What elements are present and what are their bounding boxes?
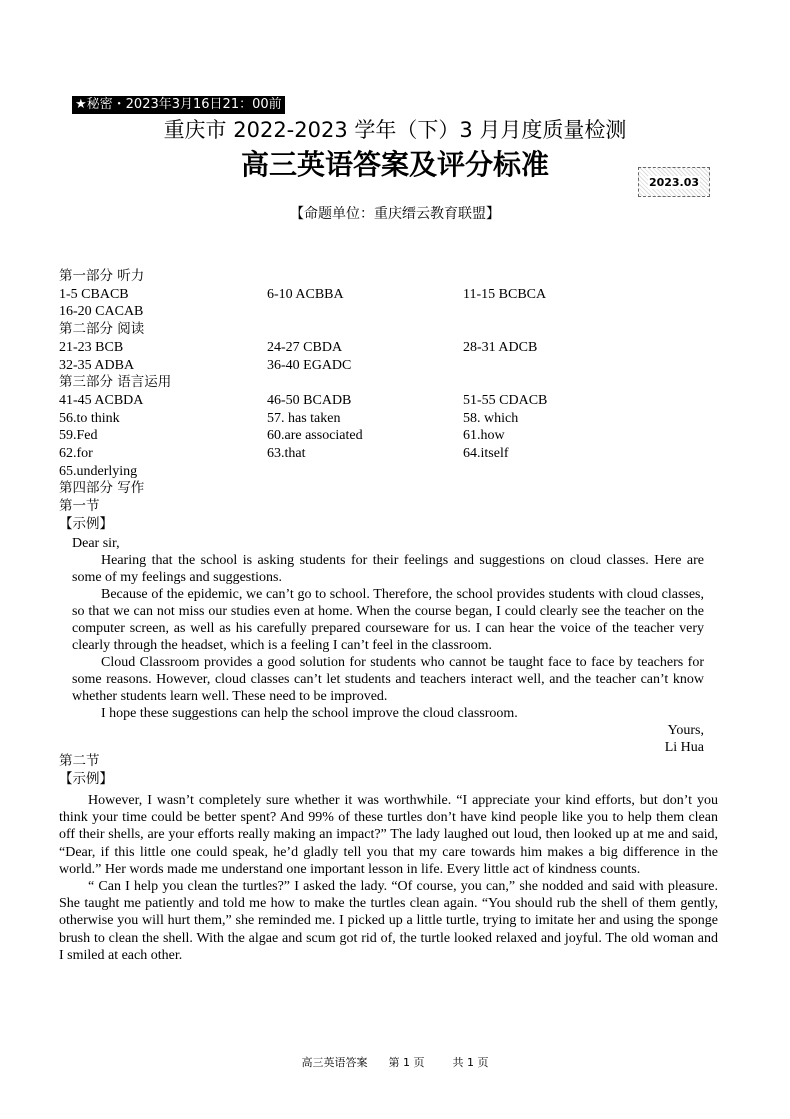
answer-row — [59, 357, 739, 375]
answer-cell: 24-27 CBDA — [267, 339, 343, 355]
answer-row — [59, 392, 739, 410]
letter-salutation: Dear sir, — [72, 536, 120, 551]
answer-cell: 1-5 CBACB — [59, 286, 129, 302]
answer-cell: 6-10 ACBBA — [267, 286, 344, 302]
answer-cell: 61.how — [463, 428, 505, 444]
answer-cell: 57. has taken — [267, 410, 341, 426]
answer-cell: 63.that — [267, 446, 306, 462]
date-badge — [638, 167, 710, 197]
answer-cell: 64.itself — [463, 446, 509, 462]
answer-cell: 第二部分 阅读 — [59, 321, 145, 338]
answer-cell: 21-23 BCB — [59, 339, 124, 355]
answer-cell: 16-20 CACAB — [59, 304, 144, 320]
answer-row — [59, 374, 739, 392]
answer-cell: 11-15 BCBCA — [463, 286, 547, 302]
answer-cell: 41-45 ACBDA — [59, 392, 144, 408]
answer-row — [59, 480, 739, 498]
confidential-label: ★秘密・2023年3月16日21：00前 — [72, 96, 285, 114]
answer-row — [59, 268, 739, 286]
letter-paragraph: I hope these suggestions can help the school improve the cloud classroom. — [101, 706, 518, 721]
exam-title: 重庆市 2022-2023 学年（下）3 月月度质量检测 — [163, 118, 627, 142]
section2-title: 第二节 — [59, 753, 100, 769]
answer-row — [59, 445, 739, 463]
answer-cell: 62.for — [59, 446, 93, 462]
answer-key-title: 高三英语答案及评分标准 — [240, 148, 549, 181]
letter-closing: Yours, — [667, 723, 704, 738]
answer-row — [59, 286, 739, 304]
letter-paragraph: Hearing that the school is asking students for their feelings and suggestions on cloud classes. Here are some of my feelings and suggestions. — [72, 553, 704, 585]
date-badge-text: 2023.03 — [648, 175, 700, 189]
letter-signature: Li Hua — [664, 740, 704, 755]
letter-paragraph: Because of the epidemic, we can’t go to school. Therefore, the school provides students with cloud classes, so that we can not miss our studies even at home. When the course began, I could clearly see the teacher on the computer screen, as well as his carefully prepared courseware for us. I can hear the voice of the teacher very clearly through the headset, which is a feeling I can’t feel in the classroom. — [72, 587, 704, 653]
answer-row — [59, 339, 739, 357]
answer-cell: 第三部分 语言运用 — [59, 374, 172, 391]
answer-cell: 28-31 ADCB — [463, 339, 538, 355]
section2-heading — [59, 752, 113, 788]
answer-cell: 46-50 BCADB — [267, 392, 352, 408]
answer-cell: 第一节 — [59, 498, 100, 515]
issuing-unit: 【命题单位：重庆缙云教育联盟】 — [290, 206, 500, 222]
page-footer: 高三英语答案 第 1 页 共 1 页 — [301, 1056, 489, 1069]
story-paragraph: However, I wasn’t completely sure whether it was worthwhile. “I appreciate your kind efforts, but don’t you think your time could be better spent? And 99% of these turtles don’t have kind people like you to help them clean off their shells, are your efforts really making an impact?” The lady laughed out loud, then looked up at me and said, “Dear, if this little one could speak, he’d gladly tell you that my care towards him makes a big difference in the world.” Her words made me understand one important lesson in life. Every little act of kindness counts. — [59, 793, 718, 877]
answer-row — [59, 410, 739, 428]
answer-row — [59, 427, 739, 445]
section2-example-label: 【示例】 — [59, 771, 113, 787]
answer-row — [59, 321, 739, 339]
answer-cell: 32-35 ADBA — [59, 357, 135, 373]
letter-paragraph: Cloud Classroom provides a good solution for students who cannot be taught face to face by teachers for some reasons. However, cloud classes can’t let students and teachers interact well, and the teacher can’t know whether students learn well. These need to be improved. — [72, 655, 704, 704]
answer-cell: 【示例】 — [59, 515, 113, 532]
answer-row — [59, 463, 739, 481]
answer-row — [59, 498, 739, 516]
answer-cell: 56.to think — [59, 410, 120, 426]
story-paragraph: “ Can I help you clean the turtles?” I asked the lady. “Of course, you can,” she nodded and said with pleasure. She taught me patiently and told me how to make the turtles clean again. “You should rub the shell of them gently, otherwise you will hurt them,” she reminded me. I picked up a little turtle, trying to imitate her and using the sponge brush to clean the shell. With the algae and scum got rid of, the turtle looked relaxed and joyful. The old woman and I smiled at each other. — [59, 879, 718, 963]
answer-cell: 65.underlying — [59, 463, 138, 479]
answer-row — [59, 303, 739, 321]
answer-cell: 51-55 CDACB — [463, 392, 548, 408]
answer-cell: 58. which — [463, 410, 519, 426]
answer-cell: 36-40 EGADC — [267, 357, 352, 373]
answer-cell: 60.are associated — [267, 428, 363, 444]
writing-sample-letter — [72, 535, 704, 756]
answer-table — [59, 268, 739, 534]
answer-row — [59, 516, 739, 534]
answer-cell: 第一部分 听力 — [59, 268, 145, 284]
answer-cell: 第四部分 写作 — [59, 480, 145, 497]
answer-cell: 59.Fed — [59, 428, 98, 444]
writing-sample-continuation — [59, 792, 718, 964]
